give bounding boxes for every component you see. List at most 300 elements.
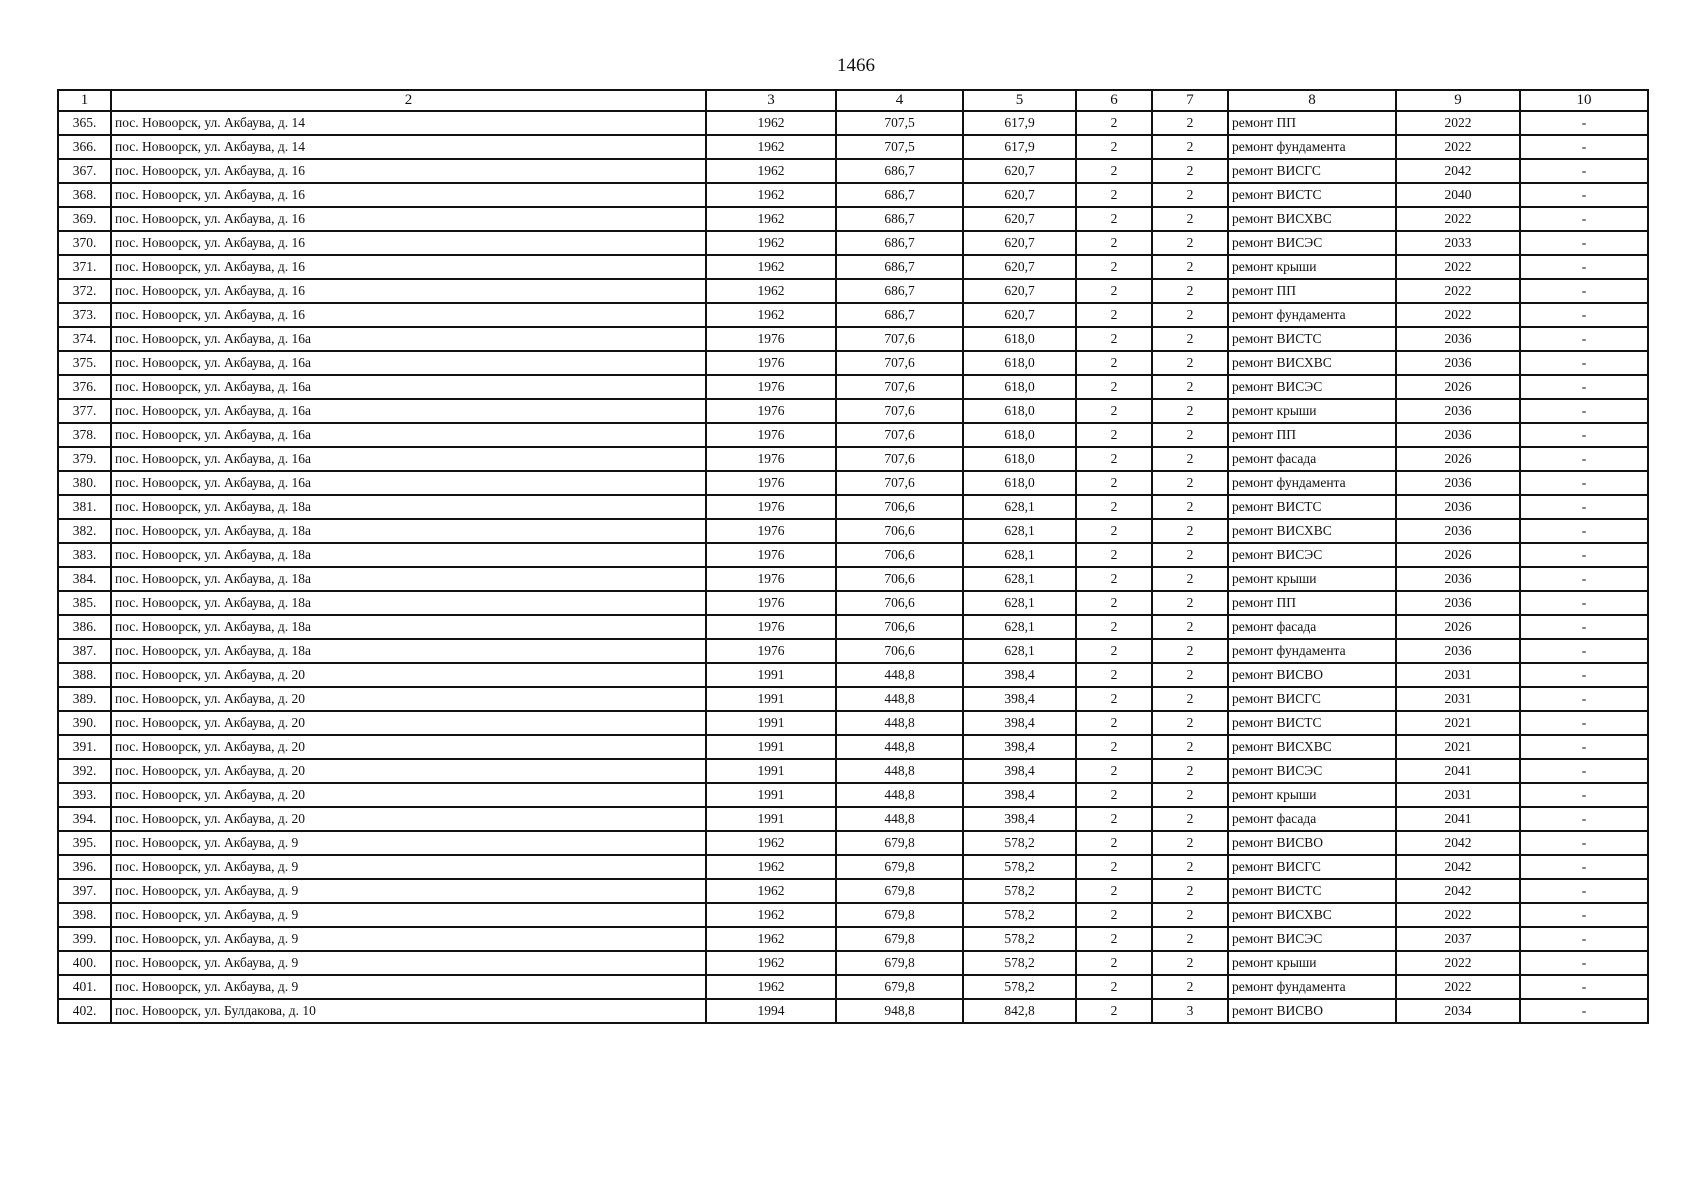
row-number: 385. [58,591,111,615]
repair-year-cell: 2022 [1396,111,1520,135]
floors-cell: 2 [1076,591,1152,615]
repair-type-cell: ремонт ВИСЭС [1228,927,1396,951]
table-row [58,807,1648,831]
entrances-cell: 2 [1152,831,1228,855]
floors-cell: 2 [1076,399,1152,423]
address-cell: пос. Новоорск, ул. Акбаува, д. 16а [111,471,706,495]
table-row [58,303,1648,327]
note-cell: - [1520,807,1648,831]
repair-year-cell: 2036 [1396,399,1520,423]
repair-type-cell: ремонт ВИСЭС [1228,231,1396,255]
repair-type-cell: ремонт ВИСХВС [1228,903,1396,927]
total-area-cell: 706,6 [836,639,963,663]
total-area-cell: 448,8 [836,711,963,735]
year-cell: 1962 [706,111,836,135]
total-area-cell: 448,8 [836,687,963,711]
total-area-cell: 679,8 [836,951,963,975]
repair-type-cell: ремонт ВИСХВС [1228,519,1396,543]
floors-cell: 2 [1076,807,1152,831]
table-row [58,711,1648,735]
repair-type-cell: ремонт ВИСТС [1228,711,1396,735]
repair-type-cell: ремонт ВИСВО [1228,663,1396,687]
repair-type-cell: ремонт ВИСХВС [1228,351,1396,375]
repair-type-cell: ремонт крыши [1228,255,1396,279]
table-row [58,375,1648,399]
note-cell: - [1520,639,1648,663]
address-cell: пос. Новоорск, ул. Акбаува, д. 18а [111,519,706,543]
address-cell: пос. Новоорск, ул. Акбаува, д. 16 [111,183,706,207]
living-area-cell: 618,0 [963,327,1076,351]
living-area-cell: 398,4 [963,711,1076,735]
living-area-cell: 398,4 [963,687,1076,711]
year-cell: 1962 [706,927,836,951]
entrances-cell: 2 [1152,255,1228,279]
address-cell: пос. Новоорск, ул. Акбаува, д. 20 [111,735,706,759]
address-cell: пос. Новоорск, ул. Акбаува, д. 16а [111,447,706,471]
repair-year-cell: 2026 [1396,543,1520,567]
year-cell: 1962 [706,279,836,303]
total-area-cell: 707,6 [836,423,963,447]
total-area-cell: 707,6 [836,399,963,423]
row-number: 365. [58,111,111,135]
living-area-cell: 620,7 [963,183,1076,207]
total-area-cell: 686,7 [836,231,963,255]
year-cell: 1976 [706,615,836,639]
floors-cell: 2 [1076,903,1152,927]
entrances-cell: 2 [1152,207,1228,231]
note-cell: - [1520,471,1648,495]
floors-cell: 2 [1076,519,1152,543]
address-cell: пос. Новоорск, ул. Акбаува, д. 20 [111,687,706,711]
address-cell: пос. Новоорск, ул. Акбаува, д. 20 [111,783,706,807]
total-area-cell: 707,6 [836,471,963,495]
living-area-cell: 628,1 [963,639,1076,663]
address-cell: пос. Новоорск, ул. Акбаува, д. 14 [111,135,706,159]
repair-type-cell: ремонт крыши [1228,567,1396,591]
year-cell: 1976 [706,519,836,543]
address-cell: пос. Новоорск, ул. Акбаува, д. 18а [111,591,706,615]
floors-cell: 2 [1076,855,1152,879]
year-cell: 1962 [706,903,836,927]
address-cell: пос. Новоорск, ул. Акбаува, д. 18а [111,567,706,591]
entrances-cell: 2 [1152,927,1228,951]
note-cell: - [1520,735,1648,759]
floors-cell: 2 [1076,255,1152,279]
floors-cell: 2 [1076,759,1152,783]
note-cell: - [1520,903,1648,927]
repair-year-cell: 2022 [1396,255,1520,279]
living-area-cell: 578,2 [963,855,1076,879]
note-cell: - [1520,663,1648,687]
repair-type-cell: ремонт ПП [1228,111,1396,135]
year-cell: 1962 [706,255,836,279]
address-cell: пос. Новоорск, ул. Акбаува, д. 18а [111,615,706,639]
repair-type-cell: ремонт ВИСТС [1228,183,1396,207]
table-row [58,975,1648,999]
repair-year-cell: 2042 [1396,879,1520,903]
living-area-cell: 578,2 [963,879,1076,903]
repair-year-cell: 2022 [1396,975,1520,999]
repair-year-cell: 2041 [1396,807,1520,831]
note-cell: - [1520,495,1648,519]
note-cell: - [1520,183,1648,207]
year-cell: 1991 [706,735,836,759]
note-cell: - [1520,327,1648,351]
total-area-cell: 706,6 [836,567,963,591]
total-area-cell: 686,7 [836,159,963,183]
row-number: 382. [58,519,111,543]
floors-cell: 2 [1076,615,1152,639]
floors-cell: 2 [1076,495,1152,519]
address-cell: пос. Новоорск, ул. Акбаува, д. 18а [111,639,706,663]
row-number: 391. [58,735,111,759]
year-cell: 1991 [706,663,836,687]
note-cell: - [1520,831,1648,855]
living-area-cell: 618,0 [963,423,1076,447]
address-cell: пос. Новоорск, ул. Акбаува, д. 9 [111,951,706,975]
entrances-cell: 2 [1152,375,1228,399]
total-area-cell: 448,8 [836,735,963,759]
table-row [58,135,1648,159]
repair-type-cell: ремонт ВИСГС [1228,855,1396,879]
repair-year-cell: 2036 [1396,327,1520,351]
year-cell: 1962 [706,951,836,975]
floors-cell: 2 [1076,183,1152,207]
note-cell: - [1520,879,1648,903]
column-header: 2 [111,90,706,111]
year-cell: 1962 [706,879,836,903]
living-area-cell: 578,2 [963,903,1076,927]
floors-cell: 2 [1076,879,1152,903]
row-number: 399. [58,927,111,951]
repair-type-cell: ремонт ПП [1228,279,1396,303]
year-cell: 1976 [706,543,836,567]
repair-year-cell: 2021 [1396,735,1520,759]
living-area-cell: 618,0 [963,399,1076,423]
year-cell: 1976 [706,471,836,495]
repair-type-cell: ремонт ВИСЭС [1228,375,1396,399]
address-cell: пос. Новоорск, ул. Акбаува, д. 16а [111,423,706,447]
row-number: 371. [58,255,111,279]
note-cell: - [1520,375,1648,399]
note-cell: - [1520,855,1648,879]
year-cell: 1976 [706,351,836,375]
row-number: 377. [58,399,111,423]
address-cell: пос. Новоорск, ул. Акбаува, д. 16а [111,351,706,375]
total-area-cell: 679,8 [836,879,963,903]
repair-year-cell: 2026 [1396,615,1520,639]
repair-year-cell: 2036 [1396,519,1520,543]
table-row [58,183,1648,207]
living-area-cell: 628,1 [963,519,1076,543]
row-number: 393. [58,783,111,807]
floors-cell: 2 [1076,663,1152,687]
floors-cell: 2 [1076,735,1152,759]
living-area-cell: 620,7 [963,231,1076,255]
year-cell: 1976 [706,327,836,351]
note-cell: - [1520,999,1648,1023]
repair-year-cell: 2031 [1396,783,1520,807]
address-cell: пос. Новоорск, ул. Акбаува, д. 16а [111,399,706,423]
year-cell: 1994 [706,999,836,1023]
note-cell: - [1520,423,1648,447]
entrances-cell: 2 [1152,807,1228,831]
total-area-cell: 686,7 [836,303,963,327]
address-cell: пос. Новоорск, ул. Акбаува, д. 16 [111,159,706,183]
note-cell: - [1520,591,1648,615]
total-area-cell: 448,8 [836,807,963,831]
note-cell: - [1520,447,1648,471]
entrances-cell: 2 [1152,783,1228,807]
year-cell: 1976 [706,399,836,423]
total-area-cell: 686,7 [836,183,963,207]
living-area-cell: 618,0 [963,471,1076,495]
year-cell: 1976 [706,423,836,447]
row-number: 396. [58,855,111,879]
entrances-cell: 2 [1152,159,1228,183]
year-cell: 1976 [706,447,836,471]
repair-type-cell: ремонт фундамента [1228,471,1396,495]
note-cell: - [1520,231,1648,255]
repair-year-cell: 2036 [1396,423,1520,447]
entrances-cell: 2 [1152,423,1228,447]
total-area-cell: 706,6 [836,519,963,543]
note-cell: - [1520,951,1648,975]
floors-cell: 2 [1076,111,1152,135]
repair-year-cell: 2026 [1396,375,1520,399]
note-cell: - [1520,975,1648,999]
row-number: 398. [58,903,111,927]
repair-type-cell: ремонт ПП [1228,591,1396,615]
note-cell: - [1520,207,1648,231]
table-row [58,423,1648,447]
year-cell: 1976 [706,591,836,615]
repair-year-cell: 2040 [1396,183,1520,207]
note-cell: - [1520,687,1648,711]
column-header: 1 [58,90,111,111]
table-row [58,399,1648,423]
column-header: 5 [963,90,1076,111]
row-number: 373. [58,303,111,327]
living-area-cell: 617,9 [963,135,1076,159]
table-row [58,687,1648,711]
total-area-cell: 448,8 [836,783,963,807]
repair-year-cell: 2021 [1396,711,1520,735]
table-row [58,759,1648,783]
row-number: 395. [58,831,111,855]
note-cell: - [1520,759,1648,783]
table-row [58,951,1648,975]
repair-year-cell: 2022 [1396,207,1520,231]
address-cell: пос. Новоорск, ул. Акбаува, д. 18а [111,543,706,567]
entrances-cell: 2 [1152,471,1228,495]
year-cell: 1976 [706,639,836,663]
column-header: 3 [706,90,836,111]
note-cell: - [1520,543,1648,567]
repair-type-cell: ремонт ВИСВО [1228,831,1396,855]
living-area-cell: 620,7 [963,159,1076,183]
table-header-row [58,90,1648,111]
row-number: 392. [58,759,111,783]
table-row [58,543,1648,567]
address-cell: пос. Новоорск, ул. Акбаува, д. 20 [111,711,706,735]
floors-cell: 2 [1076,783,1152,807]
repair-year-cell: 2031 [1396,663,1520,687]
address-cell: пос. Новоорск, ул. Булдакова, д. 10 [111,999,706,1023]
floors-cell: 2 [1076,159,1152,183]
total-area-cell: 679,8 [836,927,963,951]
table-row [58,231,1648,255]
table-row [58,783,1648,807]
entrances-cell: 2 [1152,351,1228,375]
repair-year-cell: 2022 [1396,903,1520,927]
total-area-cell: 707,6 [836,375,963,399]
table-row [58,999,1648,1023]
repair-type-cell: ремонт фасада [1228,615,1396,639]
total-area-cell: 948,8 [836,999,963,1023]
repair-year-cell: 2036 [1396,471,1520,495]
table-row [58,615,1648,639]
table-row [58,279,1648,303]
year-cell: 1976 [706,375,836,399]
address-cell: пос. Новоорск, ул. Акбаува, д. 9 [111,927,706,951]
entrances-cell: 2 [1152,663,1228,687]
column-header: 9 [1396,90,1520,111]
total-area-cell: 679,8 [836,903,963,927]
total-area-cell: 679,8 [836,855,963,879]
living-area-cell: 620,7 [963,255,1076,279]
repair-type-cell: ремонт фундамента [1228,135,1396,159]
entrances-cell: 2 [1152,135,1228,159]
table-row [58,519,1648,543]
note-cell: - [1520,279,1648,303]
total-area-cell: 706,6 [836,543,963,567]
repair-year-cell: 2031 [1396,687,1520,711]
table-row [58,495,1648,519]
year-cell: 1962 [706,855,836,879]
address-cell: пос. Новоорск, ул. Акбаува, д. 18а [111,495,706,519]
entrances-cell: 2 [1152,903,1228,927]
floors-cell: 2 [1076,711,1152,735]
year-cell: 1991 [706,807,836,831]
living-area-cell: 628,1 [963,615,1076,639]
row-number: 388. [58,663,111,687]
floors-cell: 2 [1076,999,1152,1023]
repair-type-cell: ремонт ВИСВО [1228,999,1396,1023]
address-cell: пос. Новоорск, ул. Акбаува, д. 9 [111,879,706,903]
repair-year-cell: 2036 [1396,591,1520,615]
total-area-cell: 707,5 [836,111,963,135]
row-number: 367. [58,159,111,183]
column-header: 10 [1520,90,1648,111]
table-row [58,351,1648,375]
total-area-cell: 707,5 [836,135,963,159]
address-cell: пос. Новоорск, ул. Акбаува, д. 16 [111,207,706,231]
living-area-cell: 398,4 [963,735,1076,759]
year-cell: 1991 [706,687,836,711]
floors-cell: 2 [1076,231,1152,255]
entrances-cell: 2 [1152,639,1228,663]
address-cell: пос. Новоорск, ул. Акбаува, д. 16 [111,231,706,255]
living-area-cell: 617,9 [963,111,1076,135]
entrances-cell: 2 [1152,687,1228,711]
floors-cell: 2 [1076,351,1152,375]
table-row [58,855,1648,879]
entrances-cell: 2 [1152,327,1228,351]
year-cell: 1976 [706,495,836,519]
repair-year-cell: 2042 [1396,159,1520,183]
repair-type-cell: ремонт фундамента [1228,303,1396,327]
repair-year-cell: 2022 [1396,279,1520,303]
row-number: 369. [58,207,111,231]
note-cell: - [1520,783,1648,807]
total-area-cell: 707,6 [836,447,963,471]
floors-cell: 2 [1076,975,1152,999]
repair-type-cell: ремонт фасада [1228,807,1396,831]
repair-year-cell: 2022 [1396,303,1520,327]
address-cell: пос. Новоорск, ул. Акбаува, д. 14 [111,111,706,135]
table-row [58,567,1648,591]
row-number: 378. [58,423,111,447]
table-row [58,591,1648,615]
page-number: 1466 [837,55,875,76]
floors-cell: 2 [1076,375,1152,399]
floors-cell: 2 [1076,207,1152,231]
table-row [58,663,1648,687]
row-number: 370. [58,231,111,255]
row-number: 386. [58,615,111,639]
table-row [58,903,1648,927]
repair-year-cell: 2036 [1396,351,1520,375]
living-area-cell: 628,1 [963,567,1076,591]
table-row [58,639,1648,663]
total-area-cell: 448,8 [836,759,963,783]
living-area-cell: 628,1 [963,543,1076,567]
floors-cell: 2 [1076,423,1152,447]
repair-year-cell: 2036 [1396,495,1520,519]
repair-type-cell: ремонт ВИСХВС [1228,735,1396,759]
living-area-cell: 618,0 [963,351,1076,375]
repair-type-cell: ремонт крыши [1228,783,1396,807]
note-cell: - [1520,615,1648,639]
note-cell: - [1520,135,1648,159]
repair-year-cell: 2022 [1396,951,1520,975]
repair-year-cell: 2042 [1396,831,1520,855]
repair-year-cell: 2042 [1396,855,1520,879]
entrances-cell: 2 [1152,399,1228,423]
entrances-cell: 2 [1152,951,1228,975]
note-cell: - [1520,519,1648,543]
row-number: 372. [58,279,111,303]
repair-year-cell: 2037 [1396,927,1520,951]
entrances-cell: 2 [1152,303,1228,327]
living-area-cell: 578,2 [963,975,1076,999]
table-row [58,327,1648,351]
total-area-cell: 706,6 [836,495,963,519]
entrances-cell: 2 [1152,855,1228,879]
entrances-cell: 3 [1152,999,1228,1023]
year-cell: 1962 [706,831,836,855]
note-cell: - [1520,399,1648,423]
row-number: 384. [58,567,111,591]
living-area-cell: 628,1 [963,495,1076,519]
row-number: 376. [58,375,111,399]
repair-type-cell: ремонт ВИСТС [1228,495,1396,519]
address-cell: пос. Новоорск, ул. Акбаува, д. 9 [111,975,706,999]
entrances-cell: 2 [1152,615,1228,639]
address-cell: пос. Новоорск, ул. Акбаува, д. 9 [111,855,706,879]
entrances-cell: 2 [1152,543,1228,567]
